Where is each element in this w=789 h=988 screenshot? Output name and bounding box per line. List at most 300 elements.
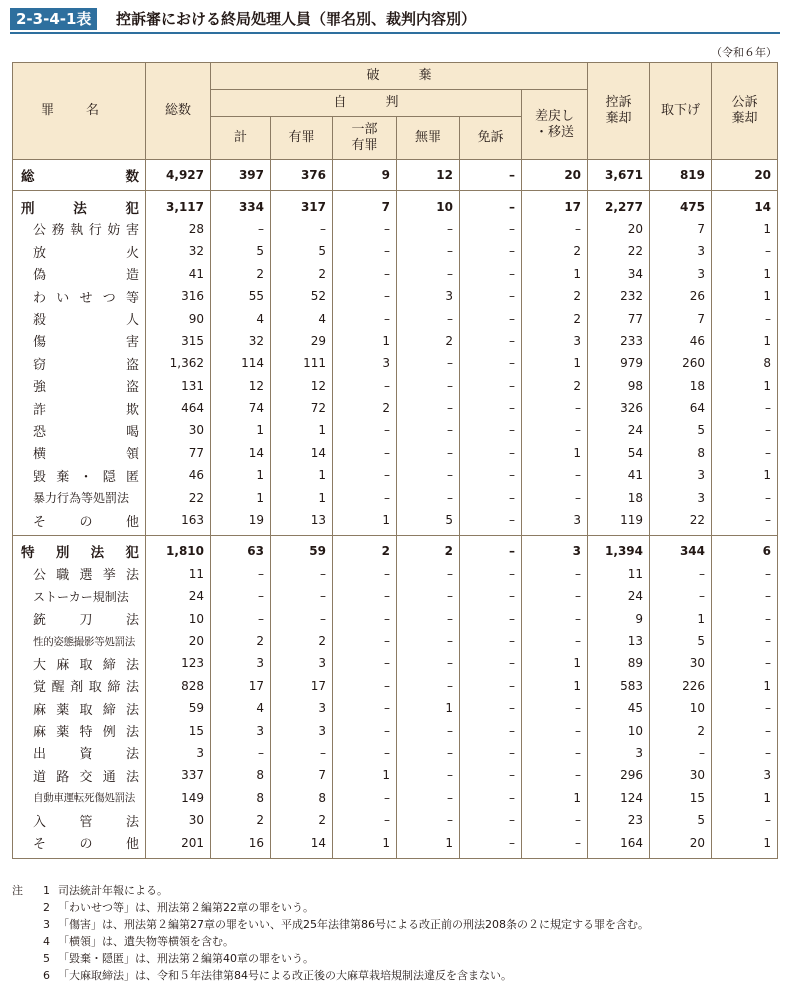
value-cell: – — [397, 764, 460, 786]
header-koso-kikyaku — [588, 63, 650, 160]
value-cell: 12 — [397, 160, 460, 191]
table-row — [13, 191, 778, 218]
header-sashimodoshi — [522, 90, 588, 160]
value-cell: 3 — [650, 464, 712, 486]
value-cell: – — [650, 563, 712, 585]
value-cell: 2 — [522, 240, 588, 262]
value-cell: 41 — [146, 263, 211, 285]
note-text: 「毀棄・隠匿」は、刑法第２編第40章の罪をいう。 — [58, 952, 314, 965]
value-cell: 54 — [588, 442, 650, 464]
crime-name-cell: 総 数 — [13, 160, 146, 191]
value-cell: 34 — [588, 263, 650, 285]
note-text: 「傷害」は、刑法第２編第27章の罪をいい、平成25年法律第86号による改正前の刑法208条の２に規定する罪を含む。 — [58, 918, 649, 931]
value-cell: – — [397, 809, 460, 831]
header-yuzai: 有罪 — [271, 117, 333, 160]
value-cell: 5 — [650, 419, 712, 441]
value-cell: – — [460, 442, 522, 464]
value-cell: – — [460, 263, 522, 285]
value-cell: 1 — [333, 831, 397, 858]
value-cell: 17 — [522, 191, 588, 218]
value-cell: – — [712, 442, 778, 464]
value-cell: – — [460, 419, 522, 441]
value-cell: 2 — [522, 285, 588, 307]
value-cell: – — [712, 240, 778, 262]
value-cell: 98 — [588, 375, 650, 397]
table-row — [13, 240, 778, 262]
value-cell: 1 — [522, 442, 588, 464]
value-cell: 22 — [588, 240, 650, 262]
value-cell: – — [712, 563, 778, 585]
value-cell: – — [650, 585, 712, 607]
value-cell: – — [712, 630, 778, 652]
value-cell: 17 — [271, 675, 333, 697]
value-cell: 2 — [271, 630, 333, 652]
table-row — [13, 442, 778, 464]
value-cell: – — [460, 160, 522, 191]
note-lead — [12, 967, 34, 984]
note-text: 「横領」は、遺失物等横領を含む。 — [58, 935, 234, 948]
value-cell: 464 — [146, 397, 211, 419]
value-cell: – — [460, 831, 522, 858]
value-cell: 10 — [588, 719, 650, 741]
value-cell: 1 — [712, 330, 778, 352]
crime-name-cell: 恐 喝 — [33, 424, 139, 440]
note-lead — [12, 899, 34, 916]
crime-name-cell: わいせつ等 — [33, 290, 139, 306]
value-cell: – — [333, 563, 397, 585]
crime-name-cell: 大麻取締法 — [33, 657, 139, 673]
value-cell: – — [211, 607, 271, 629]
value-cell: 123 — [146, 652, 211, 674]
note-text: 「わいせつ等」は、刑法第２編第22章の罪をいう。 — [58, 901, 314, 914]
value-cell: – — [460, 218, 522, 240]
value-cell: 5 — [650, 630, 712, 652]
value-cell: 18 — [588, 486, 650, 508]
value-cell: 1,362 — [146, 352, 211, 374]
value-cell: 32 — [211, 330, 271, 352]
value-cell: 4 — [211, 307, 271, 329]
value-cell: – — [460, 742, 522, 764]
table-body-totals — [13, 160, 778, 191]
value-cell: 16 — [211, 831, 271, 858]
value-cell: 89 — [588, 652, 650, 674]
value-cell: 2 — [211, 809, 271, 831]
table-row — [13, 352, 778, 374]
value-cell: 11 — [146, 563, 211, 585]
era-label: （令和６年） — [711, 46, 777, 59]
value-cell: – — [460, 787, 522, 809]
value-cell: – — [397, 240, 460, 262]
value-cell: – — [712, 419, 778, 441]
value-cell: 13 — [588, 630, 650, 652]
value-cell: 10 — [397, 191, 460, 218]
value-cell: 2 — [397, 536, 460, 563]
header-sashimodoshi-1: 差戻し — [535, 108, 575, 124]
value-cell: – — [333, 240, 397, 262]
value-cell: – — [397, 585, 460, 607]
value-cell: – — [460, 675, 522, 697]
value-cell: – — [522, 697, 588, 719]
value-cell: – — [460, 607, 522, 629]
value-cell: 1 — [712, 675, 778, 697]
value-cell: – — [712, 307, 778, 329]
value-cell: – — [460, 307, 522, 329]
value-cell: – — [460, 397, 522, 419]
header-koso-kikyaku-1: 控訴 — [605, 95, 632, 110]
table-row — [13, 630, 778, 652]
value-cell: – — [397, 375, 460, 397]
value-cell: 376 — [271, 160, 333, 191]
note-number: 1 — [43, 884, 50, 897]
disposition-table — [12, 62, 778, 859]
value-cell: – — [211, 742, 271, 764]
crime-name-cell: 偽 造 — [33, 268, 139, 284]
table-row — [13, 509, 778, 536]
value-cell: – — [333, 585, 397, 607]
value-cell: – — [522, 486, 588, 508]
header-haki: 破 棄 — [211, 63, 588, 90]
value-cell: – — [522, 464, 588, 486]
value-cell: 3 — [522, 509, 588, 536]
value-cell: 979 — [588, 352, 650, 374]
value-cell: 344 — [650, 536, 712, 563]
crime-name-cell: 窃 盗 — [33, 357, 139, 373]
crime-name-cell: 道路交通法 — [33, 769, 139, 785]
value-cell: 41 — [588, 464, 650, 486]
header-crime: 罪 名 — [13, 63, 146, 160]
value-cell: – — [712, 697, 778, 719]
value-cell: – — [397, 263, 460, 285]
value-cell: – — [397, 607, 460, 629]
value-cell: 15 — [650, 787, 712, 809]
value-cell: 1 — [333, 764, 397, 786]
crime-name-cell: 刑 法 犯 — [21, 200, 139, 217]
value-cell: 1 — [522, 352, 588, 374]
crime-name-cell: 毀棄・隠匿 — [33, 469, 139, 485]
value-cell: 22 — [146, 486, 211, 508]
crime-name-cell: 入 管 法 — [33, 814, 139, 830]
value-cell: 55 — [211, 285, 271, 307]
value-cell: – — [712, 719, 778, 741]
value-cell: – — [271, 742, 333, 764]
value-cell: 3 — [146, 742, 211, 764]
value-cell: 4 — [211, 697, 271, 719]
value-cell: 5 — [271, 240, 333, 262]
crime-name-cell: 横 領 — [33, 447, 139, 463]
table-row — [13, 285, 778, 307]
table-row — [13, 375, 778, 397]
crime-name-cell: 特 別 法 犯 — [21, 545, 139, 562]
value-cell: 46 — [650, 330, 712, 352]
value-cell: 11 — [588, 563, 650, 585]
value-cell: 30 — [146, 809, 211, 831]
crime-name-cell: 公務執行妨害 — [33, 223, 139, 239]
table-body-keiho — [13, 191, 778, 536]
value-cell: – — [211, 563, 271, 585]
value-cell: – — [397, 630, 460, 652]
value-cell: 296 — [588, 764, 650, 786]
value-cell: 1 — [712, 263, 778, 285]
value-cell: 114 — [211, 352, 271, 374]
table-row — [13, 831, 778, 858]
value-cell: 19 — [211, 509, 271, 536]
crime-name-cell: 麻薬特例法 — [33, 725, 139, 741]
crime-name-cell: 自動車運転死傷処罰法 — [33, 792, 135, 805]
value-cell: 24 — [588, 419, 650, 441]
value-cell: 15 — [146, 719, 211, 741]
value-cell: 32 — [146, 240, 211, 262]
value-cell: – — [522, 719, 588, 741]
value-cell: 18 — [650, 375, 712, 397]
value-cell: 131 — [146, 375, 211, 397]
table-row — [13, 809, 778, 831]
value-cell: – — [522, 218, 588, 240]
table-row — [13, 486, 778, 508]
value-cell: 3 — [211, 652, 271, 674]
value-cell: – — [460, 563, 522, 585]
header-ichibu — [333, 117, 397, 160]
value-cell: 819 — [650, 160, 712, 191]
value-cell: 233 — [588, 330, 650, 352]
value-cell: – — [397, 675, 460, 697]
crime-name-cell: そ の 他 — [13, 509, 146, 536]
table-row — [13, 397, 778, 419]
value-cell: 14 — [271, 831, 333, 858]
value-cell: – — [522, 809, 588, 831]
value-cell: – — [333, 787, 397, 809]
value-cell: 7 — [650, 307, 712, 329]
crime-name-cell: 性的姿態撮影等処罰法 — [33, 635, 135, 648]
value-cell: 3,671 — [588, 160, 650, 191]
value-cell: 2 — [333, 397, 397, 419]
value-cell: – — [397, 652, 460, 674]
value-cell: 5 — [397, 509, 460, 536]
note-number: 2 — [43, 901, 50, 914]
value-cell: 3 — [522, 330, 588, 352]
value-cell: – — [460, 464, 522, 486]
value-cell: 13 — [271, 509, 333, 536]
table-body-tokubetsu — [13, 536, 778, 858]
table-row — [13, 536, 778, 563]
value-cell: 9 — [333, 160, 397, 191]
value-cell: 315 — [146, 330, 211, 352]
value-cell: – — [712, 509, 778, 536]
value-cell: 90 — [146, 307, 211, 329]
table-row — [13, 787, 778, 809]
table-row — [13, 330, 778, 352]
crime-name-cell: 傷 害 — [33, 335, 139, 351]
value-cell: – — [397, 742, 460, 764]
header-kouso-kikyaku-2: 棄却 — [731, 111, 758, 126]
value-cell: – — [271, 563, 333, 585]
table-row — [13, 697, 778, 719]
value-cell: – — [397, 787, 460, 809]
note-number: 5 — [43, 952, 50, 965]
value-cell: 8 — [211, 787, 271, 809]
value-cell: – — [397, 218, 460, 240]
value-cell: – — [460, 191, 522, 218]
header-sashimodoshi-2: ・移送 — [535, 124, 575, 140]
header-koso-kikyaku-2: 棄却 — [605, 111, 632, 126]
value-cell: 22 — [650, 509, 712, 536]
value-cell: – — [333, 486, 397, 508]
value-cell: 8 — [211, 764, 271, 786]
value-cell: – — [333, 742, 397, 764]
table-row — [13, 764, 778, 786]
value-cell: – — [397, 397, 460, 419]
value-cell: – — [460, 652, 522, 674]
value-cell: 46 — [146, 464, 211, 486]
value-cell: 232 — [588, 285, 650, 307]
value-cell: 8 — [712, 352, 778, 374]
value-cell: – — [460, 536, 522, 563]
value-cell: – — [460, 375, 522, 397]
value-cell: 119 — [588, 509, 650, 536]
value-cell: 59 — [146, 697, 211, 719]
value-cell: 1 — [271, 419, 333, 441]
header-kouso-kikyaku — [712, 63, 778, 160]
value-cell: – — [522, 419, 588, 441]
value-cell: – — [397, 719, 460, 741]
value-cell: 30 — [650, 764, 712, 786]
value-cell: 77 — [588, 307, 650, 329]
value-cell: 2 — [211, 263, 271, 285]
value-cell: – — [460, 697, 522, 719]
value-cell: 1 — [211, 419, 271, 441]
value-cell: 1 — [712, 787, 778, 809]
value-cell: – — [397, 307, 460, 329]
value-cell: – — [397, 563, 460, 585]
header-ichibu-2: 有罪 — [351, 138, 378, 153]
value-cell: 3 — [650, 263, 712, 285]
value-cell: 3 — [271, 719, 333, 741]
value-cell: 3 — [397, 285, 460, 307]
value-cell: 5 — [211, 240, 271, 262]
note-item — [12, 950, 649, 967]
value-cell: – — [522, 764, 588, 786]
value-cell: – — [333, 675, 397, 697]
value-cell: – — [460, 285, 522, 307]
crime-name-cell: 放 火 — [33, 245, 139, 261]
value-cell: 260 — [650, 352, 712, 374]
value-cell: 14 — [271, 442, 333, 464]
value-cell: 7 — [650, 218, 712, 240]
value-cell: 30 — [650, 652, 712, 674]
value-cell: 8 — [271, 787, 333, 809]
value-cell: – — [522, 831, 588, 858]
value-cell: 7 — [271, 764, 333, 786]
value-cell: 12 — [271, 375, 333, 397]
value-cell: – — [397, 442, 460, 464]
value-cell: – — [271, 218, 333, 240]
value-cell: 52 — [271, 285, 333, 307]
value-cell: 2 — [650, 719, 712, 741]
value-cell: 3 — [650, 240, 712, 262]
value-cell: – — [333, 263, 397, 285]
header-kouso-kikyaku-1: 公訴 — [731, 95, 758, 110]
value-cell: – — [712, 809, 778, 831]
value-cell: 3 — [522, 536, 588, 563]
crime-name-cell: 暴力行為等処罰法 — [33, 491, 130, 506]
value-cell: 24 — [146, 585, 211, 607]
value-cell: – — [650, 742, 712, 764]
value-cell: – — [271, 607, 333, 629]
note-item — [12, 967, 649, 984]
table-row — [13, 563, 778, 585]
value-cell: – — [460, 509, 522, 536]
table-row — [13, 307, 778, 329]
value-cell: – — [333, 307, 397, 329]
crime-name-cell: 詐 欺 — [33, 402, 139, 418]
value-cell: 3 — [271, 652, 333, 674]
value-cell: 1 — [522, 263, 588, 285]
value-cell: – — [712, 585, 778, 607]
table-number-badge: 2-3-4-1表 — [10, 8, 97, 30]
value-cell: – — [712, 652, 778, 674]
value-cell: – — [333, 464, 397, 486]
table-row — [13, 218, 778, 240]
value-cell: 1 — [271, 464, 333, 486]
value-cell: 2 — [271, 809, 333, 831]
value-cell: 14 — [211, 442, 271, 464]
value-cell: 201 — [146, 831, 211, 858]
value-cell: 9 — [588, 607, 650, 629]
value-cell: – — [333, 607, 397, 629]
value-cell: 2 — [522, 375, 588, 397]
value-cell: 3 — [588, 742, 650, 764]
header-jihan: 自 判 — [211, 90, 522, 117]
value-cell: – — [333, 375, 397, 397]
value-cell: – — [460, 630, 522, 652]
crime-name-cell: 銃 刀 法 — [33, 613, 139, 629]
value-cell: 326 — [588, 397, 650, 419]
table-row — [13, 419, 778, 441]
value-cell: 226 — [650, 675, 712, 697]
note-text: 「大麻取締法」は、令和５年法律第84号による改正後の大麻草栽培規制法違反を含まない。 — [58, 969, 512, 982]
table-row — [13, 585, 778, 607]
note-number: 6 — [43, 969, 50, 982]
value-cell: – — [333, 218, 397, 240]
value-cell: 20 — [146, 630, 211, 652]
value-cell: – — [333, 809, 397, 831]
value-cell: 20 — [712, 160, 778, 191]
value-cell: 1 — [522, 787, 588, 809]
value-cell: 1 — [211, 486, 271, 508]
value-cell: 828 — [146, 675, 211, 697]
value-cell: – — [397, 486, 460, 508]
value-cell: 1,810 — [146, 536, 211, 563]
value-cell: – — [460, 719, 522, 741]
value-cell: 2 — [211, 630, 271, 652]
table-row — [13, 263, 778, 285]
value-cell: 334 — [211, 191, 271, 218]
value-cell: 317 — [271, 191, 333, 218]
value-cell: 74 — [211, 397, 271, 419]
value-cell: – — [712, 397, 778, 419]
value-cell: 8 — [650, 442, 712, 464]
note-item — [12, 882, 649, 899]
value-cell: – — [333, 442, 397, 464]
notes — [12, 882, 649, 984]
value-cell: 7 — [333, 191, 397, 218]
header-total: 総数 — [146, 63, 211, 160]
value-cell: – — [397, 352, 460, 374]
value-cell: 1 — [397, 697, 460, 719]
crime-name-cell: 殺 人 — [33, 313, 139, 329]
value-cell: 20 — [522, 160, 588, 191]
value-cell: 26 — [650, 285, 712, 307]
value-cell: – — [712, 742, 778, 764]
